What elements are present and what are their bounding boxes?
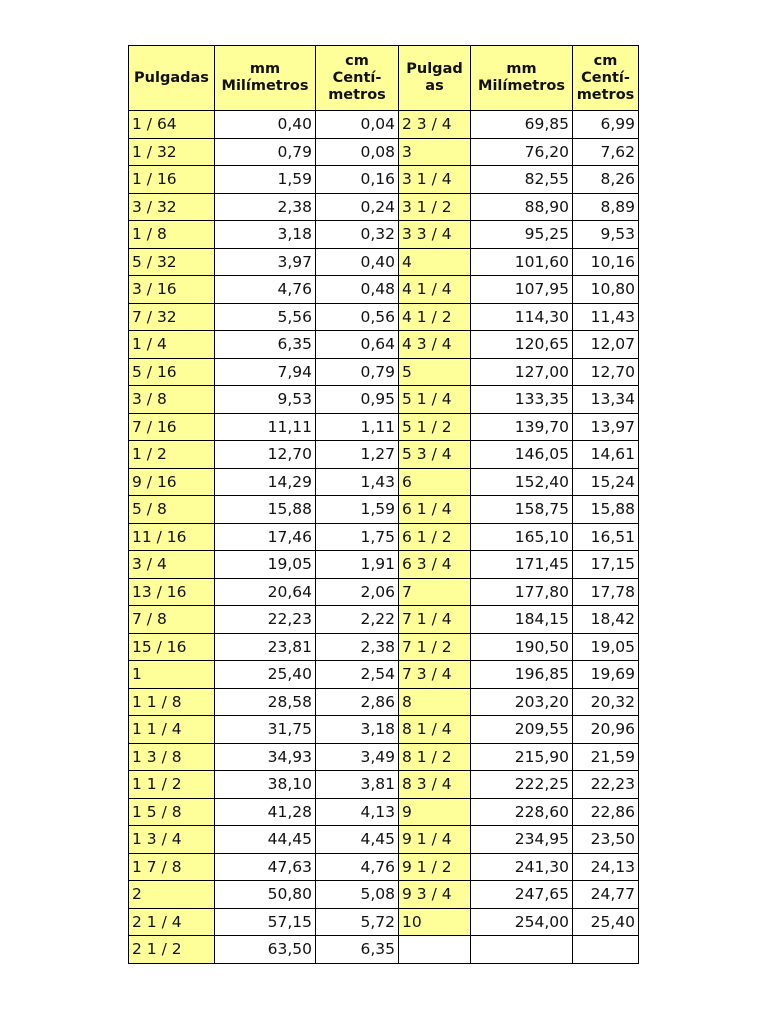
mm-cell: 38,10 — [215, 771, 316, 799]
mm-cell: 254,00 — [471, 908, 573, 936]
mm-cell: 101,60 — [471, 248, 573, 276]
table-body — [129, 111, 639, 964]
mm-cell: 0,79 — [215, 138, 316, 166]
header-line: Pulgad — [406, 61, 463, 77]
cm-cell: 20,96 — [573, 716, 639, 744]
header-milimetros-2 — [471, 46, 573, 111]
cm-cell: 24,13 — [573, 853, 639, 881]
header-centimetros-2 — [573, 46, 639, 111]
cm-cell: 7,62 — [573, 138, 639, 166]
cm-cell: 16,51 — [573, 523, 639, 551]
inch-cell: 9 3 / 4 — [399, 881, 471, 909]
inch-cell: 3 1 / 4 — [399, 166, 471, 194]
table-row — [129, 111, 639, 139]
cm-cell: 18,42 — [573, 606, 639, 634]
inch-cell: 10 — [399, 908, 471, 936]
cm-cell: 21,59 — [573, 743, 639, 771]
mm-cell: 76,20 — [471, 138, 573, 166]
mm-cell: 3,97 — [215, 248, 316, 276]
inch-cell: 2 — [129, 881, 215, 909]
table-row — [129, 358, 639, 386]
table-row — [129, 661, 639, 689]
table-row — [129, 523, 639, 551]
inch-cell: 3 / 16 — [129, 276, 215, 304]
mm-cell: 1,59 — [215, 166, 316, 194]
cm-cell: 12,70 — [573, 358, 639, 386]
inch-cell: 2 3 / 4 — [399, 111, 471, 139]
header-line: metros — [328, 86, 386, 103]
cm-cell: 25,40 — [573, 908, 639, 936]
inch-cell: 8 — [399, 688, 471, 716]
mm-cell: 190,50 — [471, 633, 573, 661]
cm-cell: 23,50 — [573, 826, 639, 854]
inch-cell: 1 1 / 4 — [129, 716, 215, 744]
mm-cell: 120,65 — [471, 331, 573, 359]
header-pulgadas-2 — [399, 46, 471, 111]
inch-cell: 13 / 16 — [129, 578, 215, 606]
cm-cell: 10,16 — [573, 248, 639, 276]
mm-cell: 41,28 — [215, 798, 316, 826]
inch-cell: 7 / 16 — [129, 413, 215, 441]
header-line: Milímetros — [221, 78, 309, 94]
inch-cell: 5 3 / 4 — [399, 441, 471, 469]
mm-cell: 177,80 — [471, 578, 573, 606]
mm-cell: 152,40 — [471, 468, 573, 496]
mm-cell: 25,40 — [215, 661, 316, 689]
mm-cell: 165,10 — [471, 523, 573, 551]
header-milimetros — [215, 46, 316, 111]
mm-cell: 241,30 — [471, 853, 573, 881]
mm-cell: 171,45 — [471, 551, 573, 579]
cm-cell: 6,99 — [573, 111, 639, 139]
mm-cell: 15,88 — [215, 496, 316, 524]
mm-cell: 107,95 — [471, 276, 573, 304]
mm-cell: 127,00 — [471, 358, 573, 386]
mm-cell: 31,75 — [215, 716, 316, 744]
inch-cell: 3 / 32 — [129, 193, 215, 221]
mm-cell: 228,60 — [471, 798, 573, 826]
header-line: as — [425, 78, 444, 94]
mm-cell: 69,85 — [471, 111, 573, 139]
inch-cell: 8 1 / 4 — [399, 716, 471, 744]
inch-cell: 5 / 16 — [129, 358, 215, 386]
mm-cell: 139,70 — [471, 413, 573, 441]
table-row — [129, 578, 639, 606]
cm-cell: 0,48 — [316, 276, 399, 304]
header-line: Pulgadas — [134, 69, 209, 86]
empty-cell — [573, 936, 639, 964]
cm-cell: 15,24 — [573, 468, 639, 496]
cm-cell: 2,22 — [316, 606, 399, 634]
mm-cell: 209,55 — [471, 716, 573, 744]
cm-cell: 3,49 — [316, 743, 399, 771]
table-row — [129, 166, 639, 194]
inch-cell: 1 7 / 8 — [129, 853, 215, 881]
inch-cell: 1 3 / 8 — [129, 743, 215, 771]
table-header — [129, 46, 639, 111]
cm-cell: 4,13 — [316, 798, 399, 826]
mm-cell: 0,40 — [215, 111, 316, 139]
mm-cell: 2,38 — [215, 193, 316, 221]
table-row — [129, 853, 639, 881]
inch-to-metric-conversion-table — [128, 45, 639, 964]
table-row — [129, 551, 639, 579]
inch-cell: 5 — [399, 358, 471, 386]
cm-cell: 20,32 — [573, 688, 639, 716]
inch-cell: 9 1 / 4 — [399, 826, 471, 854]
header-line: mm — [506, 61, 537, 77]
inch-cell: 2 1 / 4 — [129, 908, 215, 936]
table-row — [129, 303, 639, 331]
cm-cell: 10,80 — [573, 276, 639, 304]
mm-cell: 114,30 — [471, 303, 573, 331]
inch-cell: 3 / 8 — [129, 386, 215, 414]
inch-cell: 7 1 / 4 — [399, 606, 471, 634]
inch-cell: 1 1 / 2 — [129, 771, 215, 799]
inch-cell: 5 / 32 — [129, 248, 215, 276]
cm-cell: 4,76 — [316, 853, 399, 881]
cm-cell: 0,95 — [316, 386, 399, 414]
inch-cell: 3 — [399, 138, 471, 166]
cm-cell: 1,59 — [316, 496, 399, 524]
mm-cell: 5,56 — [215, 303, 316, 331]
table-row — [129, 606, 639, 634]
mm-cell: 23,81 — [215, 633, 316, 661]
inch-cell: 7 3 / 4 — [399, 661, 471, 689]
inch-cell: 4 1 / 2 — [399, 303, 471, 331]
cm-cell: 1,75 — [316, 523, 399, 551]
inch-cell: 15 / 16 — [129, 633, 215, 661]
cm-cell: 0,16 — [316, 166, 399, 194]
inch-cell: 5 / 8 — [129, 496, 215, 524]
mm-cell: 247,65 — [471, 881, 573, 909]
inch-cell: 6 3 / 4 — [399, 551, 471, 579]
table-row — [129, 688, 639, 716]
mm-cell: 4,76 — [215, 276, 316, 304]
inch-cell: 1 / 4 — [129, 331, 215, 359]
table-row — [129, 276, 639, 304]
inch-cell: 7 / 8 — [129, 606, 215, 634]
table-row — [129, 633, 639, 661]
cm-cell: 0,24 — [316, 193, 399, 221]
header-line: cm — [345, 52, 369, 69]
inch-cell: 9 / 16 — [129, 468, 215, 496]
inch-cell: 5 1 / 4 — [399, 386, 471, 414]
mm-cell: 47,63 — [215, 853, 316, 881]
inch-cell: 9 — [399, 798, 471, 826]
mm-cell: 22,23 — [215, 606, 316, 634]
mm-cell: 9,53 — [215, 386, 316, 414]
cm-cell: 0,40 — [316, 248, 399, 276]
mm-cell: 234,95 — [471, 826, 573, 854]
mm-cell: 57,15 — [215, 908, 316, 936]
cm-cell: 11,43 — [573, 303, 639, 331]
table-row — [129, 798, 639, 826]
table-row — [129, 331, 639, 359]
mm-cell: 82,55 — [471, 166, 573, 194]
mm-cell: 11,11 — [215, 413, 316, 441]
empty-cell — [399, 936, 471, 964]
table-row — [129, 386, 639, 414]
mm-cell: 184,15 — [471, 606, 573, 634]
table-row — [129, 468, 639, 496]
inch-cell: 3 / 4 — [129, 551, 215, 579]
cm-cell: 3,81 — [316, 771, 399, 799]
cm-cell: 17,78 — [573, 578, 639, 606]
inch-cell: 4 — [399, 248, 471, 276]
mm-cell: 203,20 — [471, 688, 573, 716]
inch-cell: 1 / 2 — [129, 441, 215, 469]
inch-cell: 6 — [399, 468, 471, 496]
mm-cell: 63,50 — [215, 936, 316, 964]
cm-cell: 0,32 — [316, 221, 399, 249]
table-row — [129, 743, 639, 771]
mm-cell: 196,85 — [471, 661, 573, 689]
cm-cell: 0,08 — [316, 138, 399, 166]
inch-cell: 2 1 / 2 — [129, 936, 215, 964]
cm-cell: 4,45 — [316, 826, 399, 854]
cm-cell: 24,77 — [573, 881, 639, 909]
header-line: mm — [249, 61, 281, 77]
cm-cell: 13,97 — [573, 413, 639, 441]
table-row — [129, 826, 639, 854]
table-row — [129, 936, 639, 964]
mm-cell: 6,35 — [215, 331, 316, 359]
inch-cell: 6 1 / 2 — [399, 523, 471, 551]
cm-cell: 0,64 — [316, 331, 399, 359]
table-row — [129, 771, 639, 799]
inch-cell: 1 / 32 — [129, 138, 215, 166]
cm-cell: 12,07 — [573, 331, 639, 359]
cm-cell: 22,86 — [573, 798, 639, 826]
mm-cell: 95,25 — [471, 221, 573, 249]
inch-cell: 4 1 / 4 — [399, 276, 471, 304]
inch-cell: 7 — [399, 578, 471, 606]
table-row — [129, 881, 639, 909]
table-row — [129, 908, 639, 936]
header-line: Centí- — [332, 69, 382, 86]
mm-cell: 19,05 — [215, 551, 316, 579]
cm-cell: 9,53 — [573, 221, 639, 249]
cm-cell: 19,69 — [573, 661, 639, 689]
cm-cell: 2,06 — [316, 578, 399, 606]
empty-cell — [471, 936, 573, 964]
mm-cell: 215,90 — [471, 743, 573, 771]
cm-cell: 15,88 — [573, 496, 639, 524]
header-pulgadas — [129, 46, 215, 111]
cm-cell: 22,23 — [573, 771, 639, 799]
mm-cell: 20,64 — [215, 578, 316, 606]
inch-cell: 7 / 32 — [129, 303, 215, 331]
mm-cell: 44,45 — [215, 826, 316, 854]
inch-cell: 1 — [129, 661, 215, 689]
cm-cell: 14,61 — [573, 441, 639, 469]
cm-cell: 0,56 — [316, 303, 399, 331]
header-line: Centí- — [581, 69, 630, 86]
cm-cell: 0,79 — [316, 358, 399, 386]
header-line: Milímetros — [478, 78, 565, 94]
cm-cell: 2,86 — [316, 688, 399, 716]
mm-cell: 50,80 — [215, 881, 316, 909]
cm-cell: 1,11 — [316, 413, 399, 441]
inch-cell: 8 1 / 2 — [399, 743, 471, 771]
inch-cell: 5 1 / 2 — [399, 413, 471, 441]
inch-cell: 1 / 64 — [129, 111, 215, 139]
header-centimetros — [316, 46, 399, 111]
table-row — [129, 193, 639, 221]
cm-cell: 1,27 — [316, 441, 399, 469]
cm-cell: 13,34 — [573, 386, 639, 414]
mm-cell: 146,05 — [471, 441, 573, 469]
inch-cell: 9 1 / 2 — [399, 853, 471, 881]
inch-cell: 1 / 16 — [129, 166, 215, 194]
mm-cell: 12,70 — [215, 441, 316, 469]
cm-cell: 5,72 — [316, 908, 399, 936]
mm-cell: 88,90 — [471, 193, 573, 221]
inch-cell: 1 5 / 8 — [129, 798, 215, 826]
cm-cell: 8,26 — [573, 166, 639, 194]
mm-cell: 28,58 — [215, 688, 316, 716]
table-row — [129, 138, 639, 166]
inch-cell: 4 3 / 4 — [399, 331, 471, 359]
cm-cell: 19,05 — [573, 633, 639, 661]
mm-cell: 17,46 — [215, 523, 316, 551]
inch-cell: 6 1 / 4 — [399, 496, 471, 524]
cm-cell: 6,35 — [316, 936, 399, 964]
inch-cell: 8 3 / 4 — [399, 771, 471, 799]
mm-cell: 3,18 — [215, 221, 316, 249]
inch-cell: 1 / 8 — [129, 221, 215, 249]
cm-cell: 0,04 — [316, 111, 399, 139]
inch-cell: 1 3 / 4 — [129, 826, 215, 854]
cm-cell: 2,38 — [316, 633, 399, 661]
cm-cell: 5,08 — [316, 881, 399, 909]
mm-cell: 14,29 — [215, 468, 316, 496]
mm-cell: 34,93 — [215, 743, 316, 771]
cm-cell: 8,89 — [573, 193, 639, 221]
table-row — [129, 441, 639, 469]
mm-cell: 133,35 — [471, 386, 573, 414]
table-row — [129, 716, 639, 744]
cm-cell: 17,15 — [573, 551, 639, 579]
inch-cell: 7 1 / 2 — [399, 633, 471, 661]
cm-cell: 1,91 — [316, 551, 399, 579]
cm-cell: 2,54 — [316, 661, 399, 689]
mm-cell: 158,75 — [471, 496, 573, 524]
inch-cell: 11 / 16 — [129, 523, 215, 551]
table-row — [129, 248, 639, 276]
inch-cell: 3 1 / 2 — [399, 193, 471, 221]
table-row — [129, 221, 639, 249]
cm-cell: 1,43 — [316, 468, 399, 496]
header-line: metros — [576, 86, 635, 103]
header-line: cm — [593, 52, 618, 69]
header-row — [129, 46, 639, 111]
mm-cell: 222,25 — [471, 771, 573, 799]
table-row — [129, 413, 639, 441]
cm-cell: 3,18 — [316, 716, 399, 744]
inch-cell: 1 1 / 8 — [129, 688, 215, 716]
table-row — [129, 496, 639, 524]
mm-cell: 7,94 — [215, 358, 316, 386]
conversion-table-container — [128, 45, 639, 964]
inch-cell: 3 3 / 4 — [399, 221, 471, 249]
